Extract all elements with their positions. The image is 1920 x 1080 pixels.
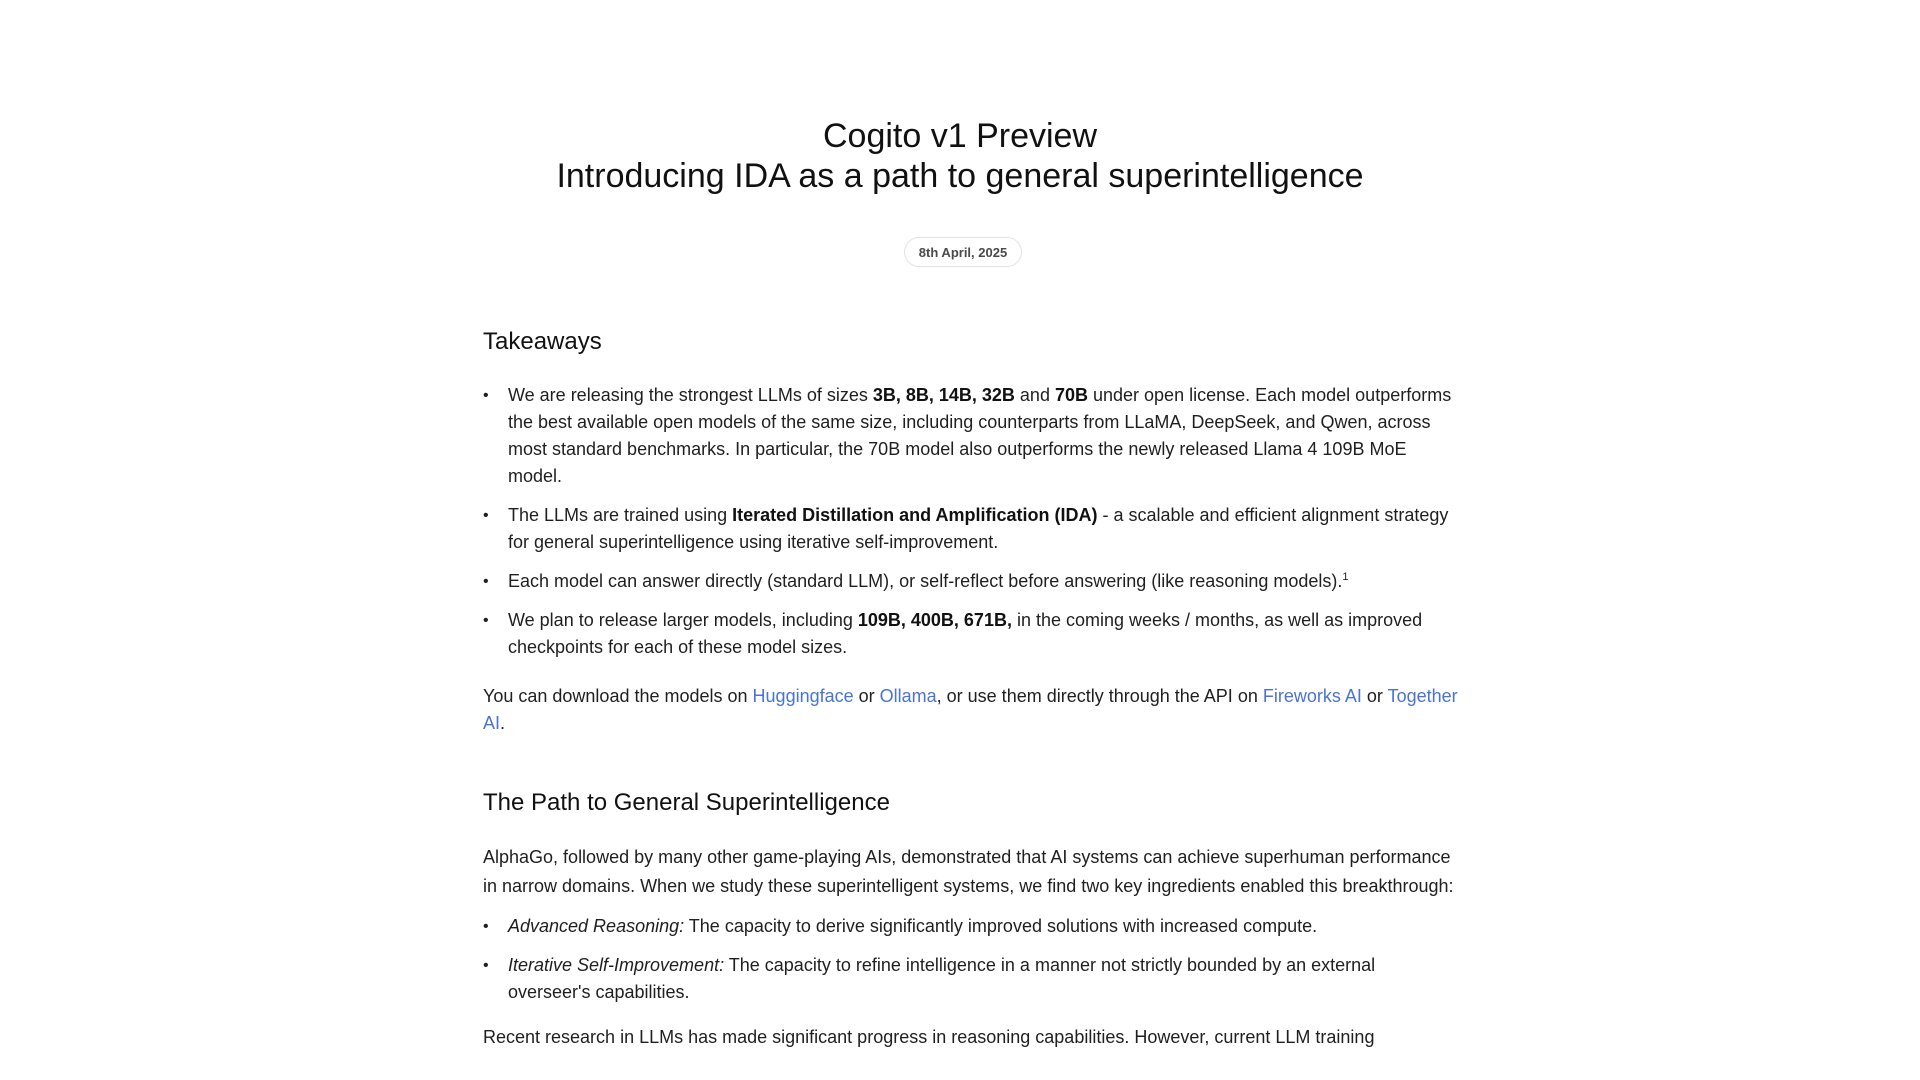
list-item [483,952,1458,1006]
path-heading: The Path to General Superintelligence [483,789,890,816]
bullet-text: Each model can answer directly (standard LLM), or self-reflect before answering (like reasoning models). [508,571,1343,591]
takeaways-list [483,382,1458,661]
bold-text: 3B, 8B, 14B, 32B [872,385,1015,405]
huggingface-link[interactable]: Huggingface [752,686,854,706]
article-title [0,116,1920,196]
para-text: or [1361,686,1388,706]
bullet-text: The LLMs are trained using [508,505,733,525]
alphago-paragraph: AlphaGo, followed by many other game-playing AIs, demonstrated that AI systems can achieve superhuman performance in narrow domains. When we study these superintelligent systems, we find two key ingredients enabled this breakthrough: [483,847,1454,896]
title-line-1: Cogito v1 Preview [822,117,1097,155]
para-text: or [853,686,880,706]
italic-term: Iterative Self-Improvement: [508,955,725,975]
bold-text: 70B [1054,385,1088,405]
title-line-2: Introducing IDA as a path to general superintelligence [556,157,1364,195]
bullet-text: and [1014,385,1055,405]
bullet-text: - a scalable and efficient alignment strategy for general superintelligence using iterative self-improvement. [508,505,1449,552]
list-item [483,607,1458,661]
takeaways-heading: Takeaways [483,328,602,355]
ollama-link[interactable]: Ollama [879,686,937,706]
footnote-ref[interactable]: 1 [1342,571,1349,583]
bullet-text: We plan to release larger models, including [508,610,858,630]
download-paragraph [483,683,1458,737]
para-text: . [500,713,506,733]
fireworks-link[interactable]: Fireworks AI [1262,686,1362,706]
bullet-text: The capacity to refine intelligence in a manner not strictly bounded by an external overseer's capabilities. [508,955,1376,1002]
list-item [483,568,1458,595]
list-item [483,382,1458,490]
bullet-text: The capacity to derive significantly improved solutions with increased compute. [684,916,1318,936]
bullet-text: under open license. Each model outperforms the best available open models of the same size, including counterparts from LLaMA, DeepSeek, and Qwen, across most standard benchmarks. In particular, the 70B model also outperforms the newly released Llama 4 109B MoE model. [508,385,1452,486]
para-text: You can download the models on [483,686,753,706]
para-text: , or use them directly through the API on [936,686,1263,706]
path-section [483,787,1458,1051]
ingredients-list [483,913,1458,1006]
together-link[interactable]: Together AI [483,686,1458,733]
list-item [483,913,1458,940]
bullet-text: We are releasing the strongest LLMs of sizes [508,385,873,405]
list-item [483,502,1458,556]
article-body [483,326,1458,1051]
bold-text: 109B, 400B, 671B, [857,610,1012,630]
date-badge: 8th April, 2025 [904,237,1022,267]
bullet-text: in the coming weeks / months, as well as improved checkpoints for each of these model sizes. [508,610,1423,657]
italic-term: Advanced Reasoning: [508,916,685,936]
bold-text: Iterated Distillation and Amplification (IDA) [732,505,1098,525]
recent-research-paragraph: Recent research in LLMs has made significant progress in reasoning capabilities. However, current LLM training [483,1027,1375,1047]
